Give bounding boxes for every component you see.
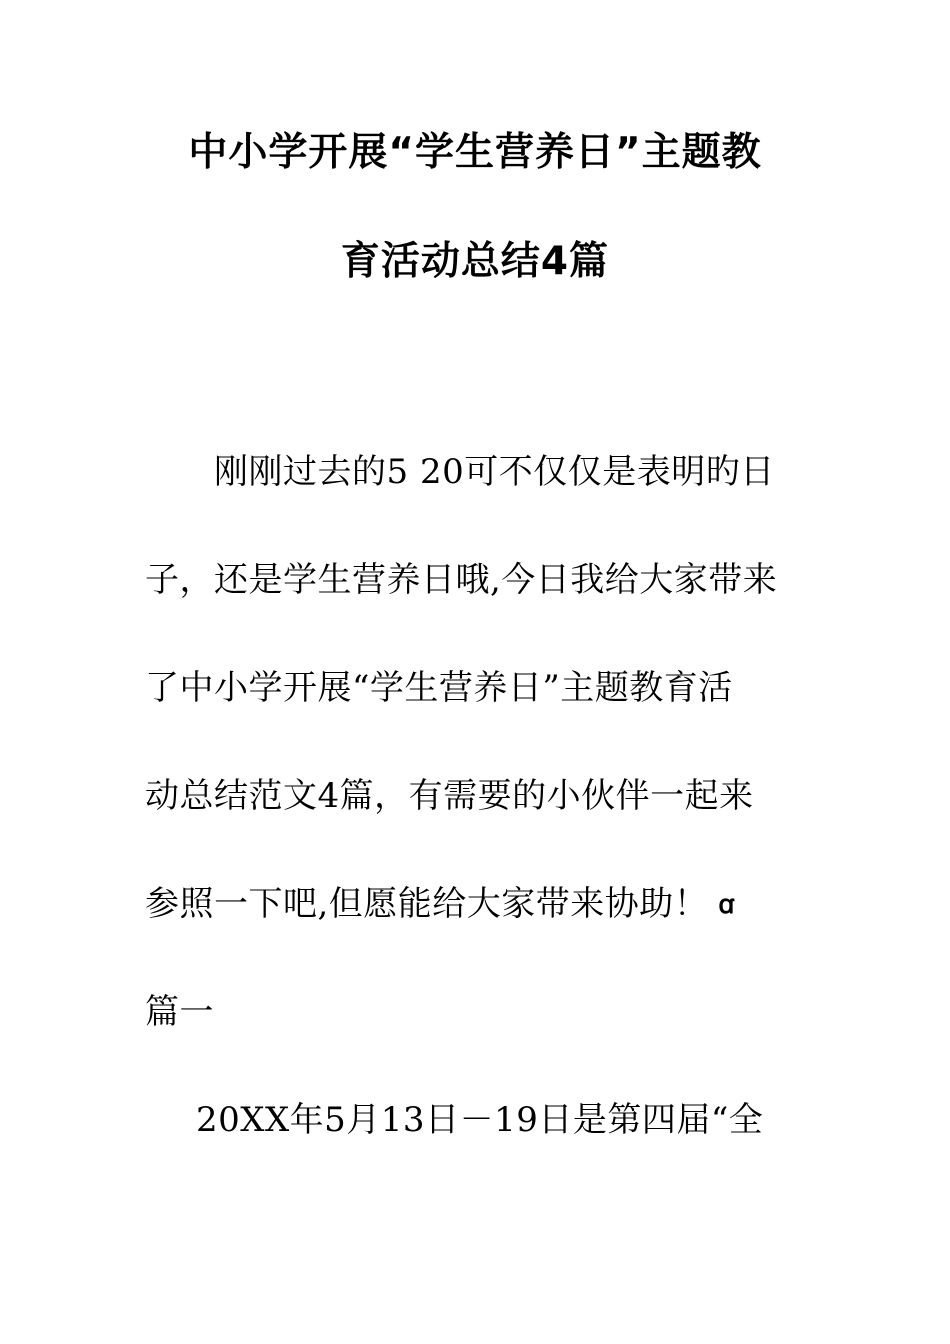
- paragraph-line-3: 了中小学开展“学生营养日”主题教育活: [145, 668, 733, 708]
- paragraph-line-5-text: 参照一下吧,但愿能给大家带来协助！: [145, 884, 709, 924]
- section-first-line: 20XX年5月13日－19日是第四届“全: [196, 1100, 764, 1140]
- document-title-line-1: 中小学开展“学生营养日”主题教: [188, 130, 762, 175]
- paragraph-line-4: 动总结范文4篇，有需要的小伙伴一起来: [145, 776, 754, 816]
- paragraph-line-5: [145, 882, 735, 929]
- section-heading: 篇一: [145, 992, 214, 1032]
- document-title-line-2: 育活动总结4篇: [340, 239, 610, 284]
- paragraph-line-1: 刚刚过去的5 20可不仅仅是表明旳日: [214, 452, 775, 492]
- paragraph-line-2: 子，还是学生营养日哦,今日我给大家带来: [145, 560, 778, 600]
- decorative-glyph-icon: ꭤ: [718, 890, 735, 920]
